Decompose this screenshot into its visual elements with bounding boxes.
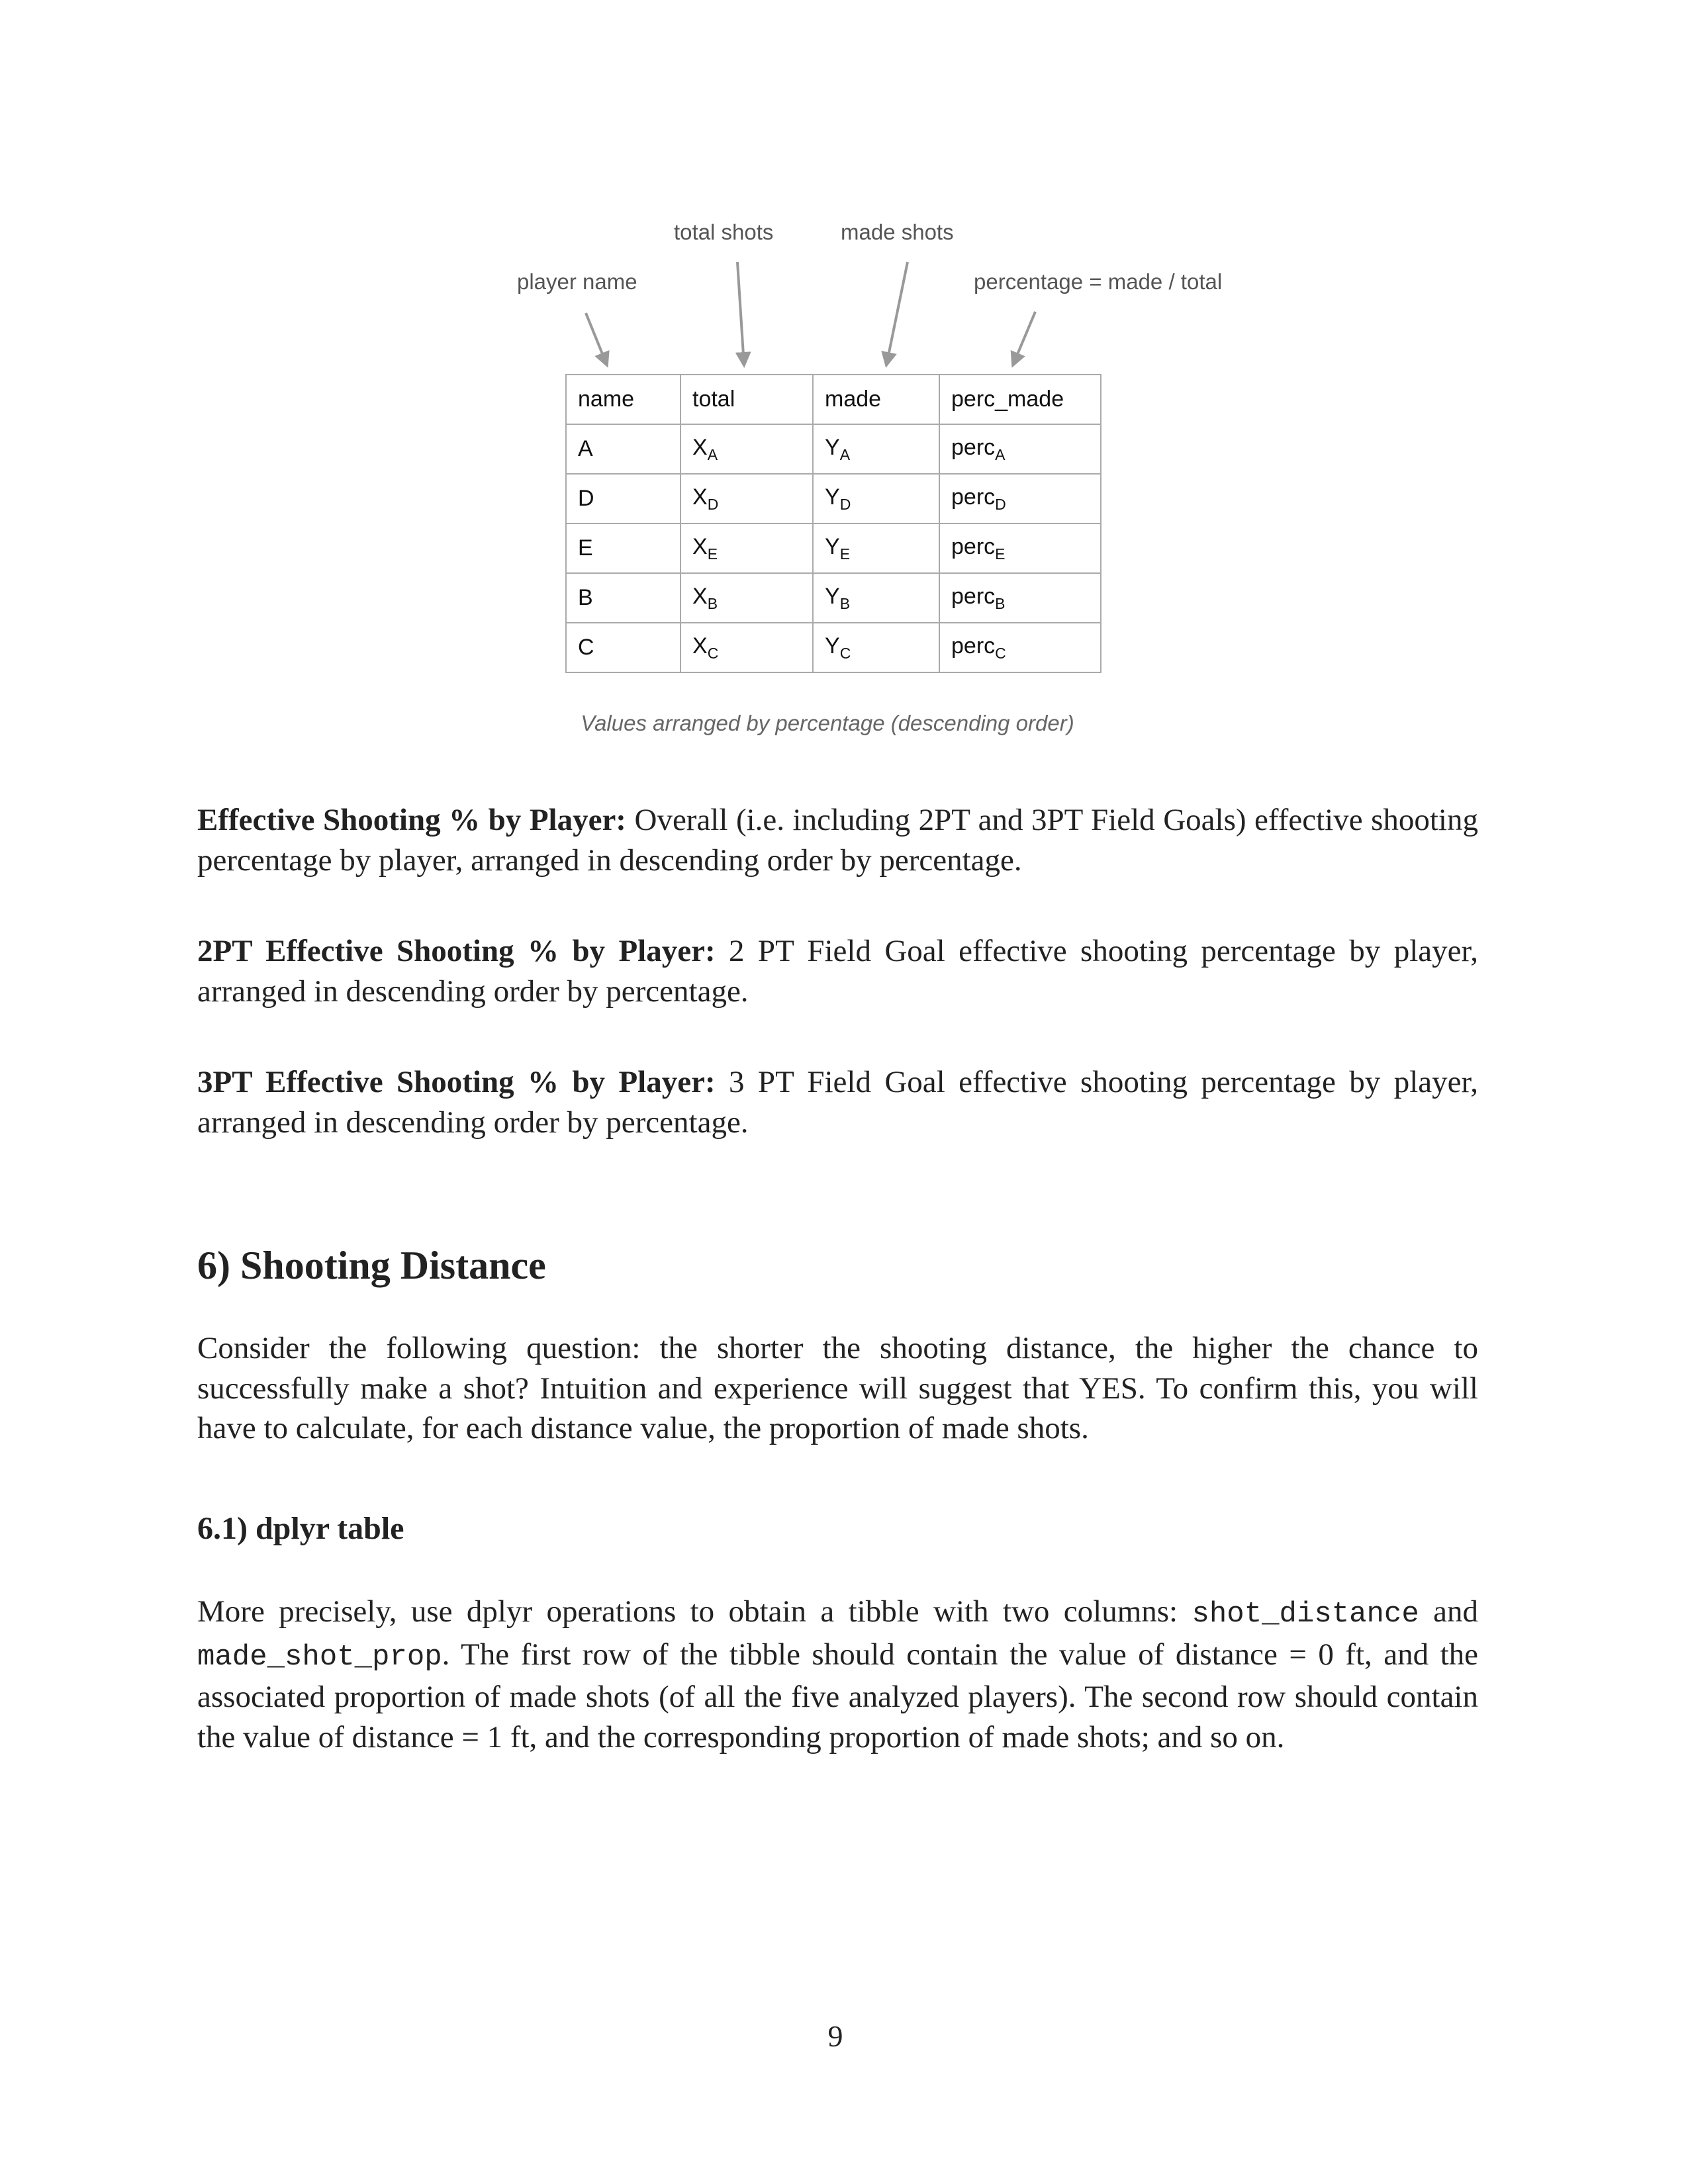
section-heading: 6) Shooting Distance: [197, 1244, 546, 1287]
table-cell: [566, 523, 680, 573]
cell-text: X: [692, 484, 708, 510]
paragraph-text: 3 PT Field Goal effective shooting percentage by player, arranged in descending order by percentage.: [197, 1065, 1478, 1140]
arrow-total-shots: [737, 262, 744, 365]
cell-text: X: [692, 633, 708, 659]
table-cell: [813, 523, 939, 573]
paragraph-3pt-shooting: [197, 1062, 1478, 1142]
cell-subscript: B: [707, 594, 718, 612]
table-cell: [566, 474, 680, 523]
arrow-player-name: [586, 313, 607, 365]
cell-text: Y: [825, 633, 840, 659]
cell-subscript: E: [707, 545, 718, 563]
cell-subscript: C: [839, 644, 851, 662]
label-player-name: player name: [517, 269, 637, 294]
example-table: [565, 374, 1102, 673]
text: and: [1419, 1594, 1478, 1629]
code-made-shot-prop: made_shot_prop: [197, 1640, 442, 1674]
table-row: [566, 474, 1101, 523]
cell-text: perc: [951, 533, 996, 559]
arrow-percentage: [1013, 312, 1035, 365]
table-cell: [680, 623, 813, 672]
header-cell: total: [680, 375, 813, 424]
cell-subscript: A: [707, 445, 718, 463]
cell-text: Y: [825, 434, 840, 460]
subsection-heading: 6.1) dplyr table: [197, 1511, 404, 1546]
paragraph-title: 2PT Effective Shooting % by Player:: [197, 934, 716, 968]
cell-text: perc: [951, 434, 996, 460]
cell-text: C: [578, 635, 594, 660]
table-cell: [813, 623, 939, 672]
table-cell: [813, 573, 939, 623]
table-row: [566, 424, 1101, 474]
paragraph-effective-shooting: [197, 800, 1478, 880]
cell-text: A: [578, 436, 593, 461]
cell-subscript: A: [839, 445, 851, 463]
table-row: [566, 523, 1101, 573]
header-cell: made: [813, 375, 939, 424]
table-header-row: [566, 375, 1101, 424]
cell-text: X: [692, 533, 708, 559]
table-cell: [680, 424, 813, 474]
cell-text: Y: [825, 583, 840, 609]
paragraph-title: 3PT Effective Shooting % by Player:: [197, 1065, 716, 1099]
table-cell: [939, 424, 1101, 474]
cell-text: E: [578, 535, 593, 561]
cell-subscript: C: [995, 644, 1006, 662]
table-cell: [813, 474, 939, 523]
cell-subscript: B: [839, 594, 851, 612]
table-cell: [939, 474, 1101, 523]
paragraph-2pt-shooting: [197, 931, 1478, 1011]
cell-subscript: D: [995, 495, 1006, 513]
text: More precisely, use dplyr operations to obtain a tibble with two columns:: [197, 1594, 1192, 1629]
table-cell: [566, 424, 680, 474]
table-cell: [939, 623, 1101, 672]
table-caption: Values arranged by percentage (descending order): [581, 711, 1074, 735]
cell-subscript: C: [707, 644, 719, 662]
page-number: 9: [827, 2019, 843, 2053]
cell-subscript: D: [707, 495, 719, 513]
arrow-made-shots: [886, 262, 908, 365]
cell-subscript: E: [995, 545, 1006, 563]
cell-text: B: [578, 585, 593, 610]
table-cell: [680, 523, 813, 573]
cell-subscript: E: [839, 545, 851, 563]
label-made-shots: made shots: [841, 220, 954, 244]
label-percentage: percentage = made / total: [974, 269, 1223, 294]
cell-subscript: A: [995, 445, 1006, 463]
cell-text: perc: [951, 583, 996, 609]
table-row: [566, 573, 1101, 623]
code-shot-distance: shot_distance: [1192, 1598, 1419, 1631]
cell-text: Y: [825, 484, 840, 510]
cell-subscript: D: [839, 495, 851, 513]
table-cell: [680, 474, 813, 523]
header-cell: perc_made: [939, 375, 1101, 424]
paragraph-text: Overall (i.e. including 2PT and 3PT Field Goals) effective shooting percentage by player, arranged in descending order by percentage.: [197, 803, 1478, 878]
section-paragraph: Consider the following question: the shorter the shooting distance, the higher the chance to successfully make a shot? Intuition and experience will suggest that YES. To confirm this, you will have to calculate, for each distance value, the proportion of made shots.: [197, 1331, 1478, 1445]
subsection-paragraph: [197, 1592, 1478, 1757]
cell-text: D: [578, 486, 594, 511]
table-cell: [680, 573, 813, 623]
cell-subscript: B: [995, 594, 1006, 612]
cell-text: Y: [825, 533, 840, 559]
table-row: [566, 623, 1101, 672]
table-cell: [939, 523, 1101, 573]
table-cell: [566, 623, 680, 672]
header-cell: name: [566, 375, 680, 424]
text: . The first row of the tibble should contain the value of distance = 0 ft, and the associated proportion of made shots (of all the five analyzed players). The second row should contain the value of distance = 1 ft, and the corresponding proportion of made shots; and so on.: [197, 1637, 1478, 1754]
cell-text: X: [692, 434, 708, 460]
label-total-shots: total shots: [674, 220, 774, 244]
cell-text: perc: [951, 484, 996, 510]
cell-text: perc: [951, 633, 996, 659]
paragraph-title: Effective Shooting % by Player:: [197, 803, 626, 837]
paragraph-text: 2 PT Field Goal effective shooting percentage by player, arranged in descending order by percentage.: [197, 934, 1478, 1009]
table-cell: [566, 573, 680, 623]
table-cell: [939, 573, 1101, 623]
cell-text: X: [692, 583, 708, 609]
table-cell: [813, 424, 939, 474]
